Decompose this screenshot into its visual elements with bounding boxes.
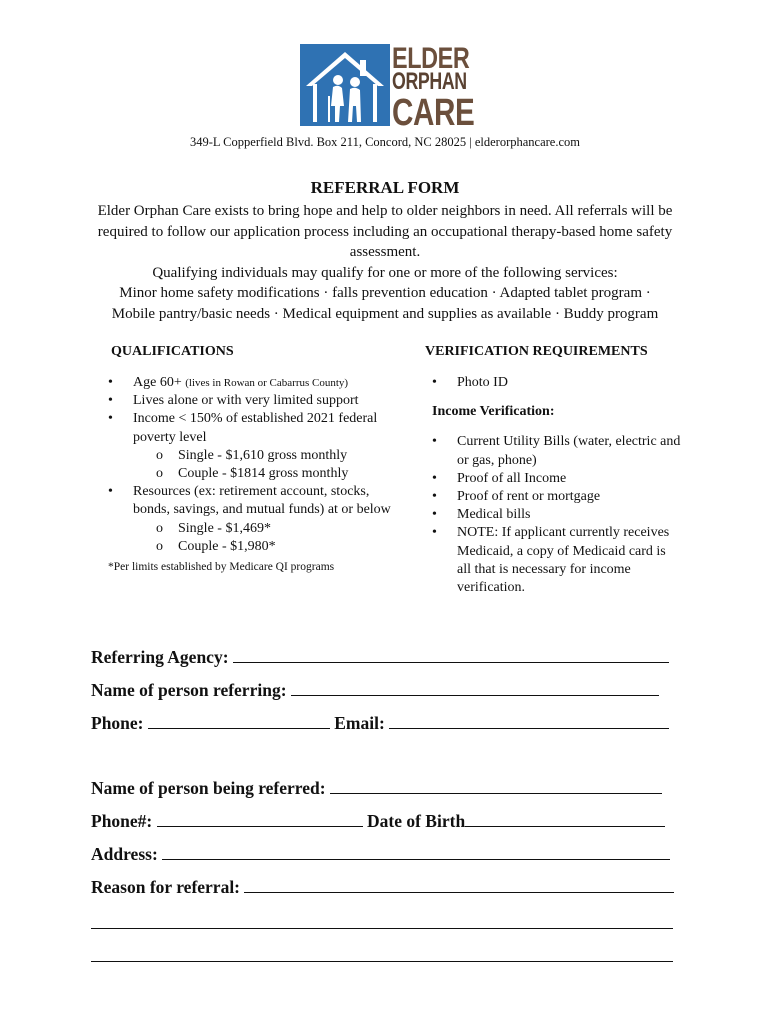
income-verification-title: Income Verification: (432, 404, 555, 420)
name-referred-field[interactable] (330, 777, 662, 794)
qual-lives-alone: Lives alone or with very limited support (133, 393, 359, 409)
reason-extra-line-2[interactable] (91, 960, 673, 962)
qual-age-note: (lives in Rowan or Cabarrus County) (185, 377, 349, 389)
bullet-icon: • (432, 507, 437, 523)
list-item (108, 538, 408, 556)
phone-field[interactable] (148, 712, 330, 729)
house-with-elderly-couple-icon (300, 44, 390, 126)
verif-photo-id: Photo ID (457, 375, 508, 390)
qualifications-heading: QUALIFICATIONS (111, 344, 234, 359)
reason-label: Reason for referral: (91, 877, 241, 897)
list-item (432, 506, 682, 524)
verification-list (432, 374, 682, 597)
reason-extra-line-1[interactable] (91, 927, 673, 929)
circle-bullet-icon: o (156, 447, 163, 463)
bullet-icon: • (432, 434, 437, 450)
bullet-icon: • (108, 375, 113, 390)
referring-agency-row (91, 646, 669, 668)
verif-item: NOTE: If applicant currently receives Medicaid, a copy of Medicaid card is all that is necessary for income verification. (457, 525, 670, 596)
list-item (432, 470, 682, 488)
phone-num-label: Phone#: (91, 811, 153, 831)
logo-word-elder: ELDER (392, 42, 470, 75)
logo-word-orphan: ORPHAN (392, 68, 467, 95)
bullet-icon: • (432, 375, 437, 390)
form-title: REFERRAL FORM (310, 178, 460, 197)
qual-income: Income < 150% of established 2021 federal poverty level (133, 411, 378, 445)
bullet-icon: • (108, 393, 113, 409)
list-item (108, 483, 408, 519)
bullet-icon: • (108, 411, 113, 427)
bullet-icon: • (432, 525, 437, 541)
name-referring-label: Name of person referring: (91, 680, 287, 700)
list-item (432, 524, 682, 597)
phone-email-row (91, 712, 669, 734)
name-referred-label: Name of person being referred: (91, 778, 326, 798)
list-item (432, 433, 682, 469)
verif-item: Medical bills (457, 507, 531, 523)
list-item (108, 520, 408, 538)
circle-bullet-icon: o (156, 538, 163, 554)
list-item (108, 392, 408, 410)
organization-address: 349-L Copperfield Blvd. Box 211, Concord, NC 28025 | elderorphancare.com (189, 135, 581, 149)
verif-item: Current Utility Bills (water, electric and or gas, phone) (457, 434, 681, 468)
email-label: Email: (334, 713, 385, 733)
verification-heading: VERIFICATION REQUIREMENTS (425, 344, 648, 359)
list-item (432, 374, 682, 392)
name-referring-row (91, 679, 659, 701)
qual-age: Age 60+ (133, 375, 182, 390)
reason-field[interactable] (244, 876, 674, 893)
referring-agency-label: Referring Agency: (91, 647, 229, 667)
address-row (91, 843, 670, 865)
services-line-1: Minor home safety modifications · falls prevention education · Adapted tablet program · (119, 285, 651, 301)
dob-field[interactable] (465, 810, 665, 827)
email-field[interactable] (389, 712, 669, 729)
verif-item: Proof of all Income (457, 470, 567, 486)
services-line-2: Mobile pantry/basic needs · Medical equipment and supplies as available · Buddy program (111, 305, 659, 322)
qual-resources-couple: Couple - $1,980* (178, 538, 276, 554)
reason-row (91, 876, 674, 898)
dob-label: Date of Birth (367, 811, 466, 831)
qualifications-footnote: *Per limits established by Medicare QI programs (108, 561, 335, 574)
list-item (108, 447, 408, 465)
qual-income-single: Single - $1,610 gross monthly (178, 447, 348, 463)
mission-statement: Elder Orphan Care exists to bring hope and help to older neighbors in need. All referrals will be required to follow our application process including an occupational therapy-based home safety assessment. (97, 203, 673, 260)
name-referred-row (91, 777, 662, 799)
phone-label: Phone: (91, 713, 144, 733)
phone-num-field[interactable] (157, 810, 363, 827)
logo-wordmark (392, 42, 475, 134)
address-label: Address: (91, 844, 158, 864)
qualify-statement: Qualifying individuals may qualify for one or more of the following services: (152, 264, 618, 281)
phone-dob-row (91, 810, 665, 832)
logo-word-care: CARE (392, 92, 475, 134)
list-item (108, 465, 408, 483)
circle-bullet-icon: o (156, 466, 163, 482)
list-item (108, 374, 408, 392)
list-item (108, 410, 408, 446)
referring-agency-field[interactable] (233, 646, 669, 663)
verif-item: Proof of rent or mortgage (457, 489, 601, 505)
name-referring-field[interactable] (291, 679, 659, 696)
bullet-icon: • (432, 470, 437, 486)
bullet-icon: • (108, 484, 113, 500)
address-field[interactable] (162, 843, 670, 860)
qual-income-couple: Couple - $1814 gross monthly (178, 466, 349, 482)
intro-text (85, 201, 685, 324)
qual-resources-single: Single - $1,469* (178, 520, 271, 536)
elder-orphan-care-logo (300, 42, 475, 134)
bullet-icon: • (432, 489, 437, 505)
qual-resources: Resources (ex: retirement account, stocks, bonds, savings, and mutual funds) at or below (133, 484, 391, 518)
list-item (432, 488, 682, 506)
qualifications-list (108, 374, 408, 576)
circle-bullet-icon: o (156, 520, 163, 536)
